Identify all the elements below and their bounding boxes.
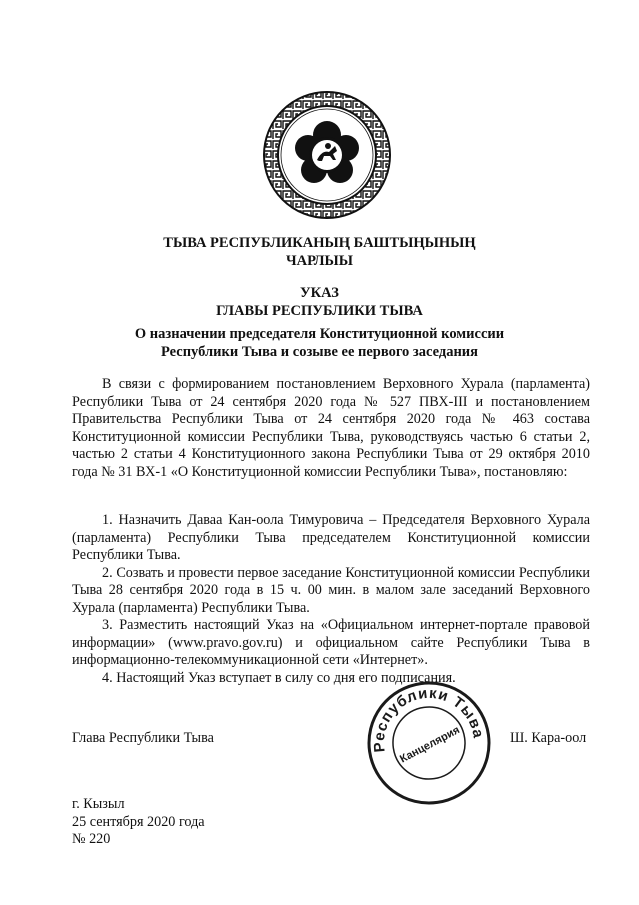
signer-name: Ш. Кара-оол (510, 730, 587, 746)
decree-item-2: 2. Созвать и провести первое заседание Конституционной комиссии Республики Тыва 28 сентября 2020 года в 15 ч. 00 мин. в малом зале заседаний Верховного Хурала (парламента) Республики Тыва. (72, 564, 590, 616)
decree-footer (72, 796, 205, 849)
signer-position: Глава Республики Тыва (72, 730, 214, 746)
decree-title (0, 284, 639, 320)
issuer: ГЛАВЫ РЕСПУБЛИКИ ТЫВА (216, 303, 423, 319)
date: 25 сентября 2020 года (72, 813, 205, 830)
tyva-emblem-icon (262, 90, 392, 220)
decree-item-1: 1. Назначить Даваа Кан-оола Тимуровича – Председателя Верховного Хурала (парламента) Республики Тыва председателем Конституционной комиссии Республики Тыва. (72, 512, 590, 563)
decree-item-3: 3. Разместить настоящий Указ на «Официальном интернет-портале правовой информации» (www.pravo.gov.ru) и официальном сайте Республики Тыва в информационно-телекоммуникационной сети «Интернет». (72, 617, 590, 668)
subject-line2: Республики Тыва и созыве ее первого заседания (160, 344, 479, 360)
tyva-title-line2: ЧАРЛЫЫ (285, 253, 354, 269)
tyva-title (0, 234, 639, 270)
decree-item-4: 4. Настоящий Указ вступает в силу со дня его подписания. (102, 669, 456, 686)
decree-items (72, 512, 590, 687)
subject-line1: О назначении председателя Конституционной комиссии (134, 326, 505, 342)
tyva-title-line1: ТЫВА РЕСПУБЛИКАНЫҢ БАШТЫҢЫНЫҢ (163, 235, 476, 251)
place: г. Кызыл (72, 796, 125, 812)
office-stamp-icon (366, 680, 492, 806)
decree-subject (0, 325, 639, 361)
stamp-inner-text: Канцелярия (398, 724, 462, 766)
decree-number: № 220 (72, 831, 111, 847)
stamp-outer-text: Республики Тыва (370, 684, 487, 753)
preamble (72, 376, 590, 481)
preamble-text: В связи с формированием постановлением Верховного Хурала (парламента) Республики Тыва от 24 сентября 2020 года № 527 ПВХ-III и постановлением Правительства Республики Тыва от 24 сентября 2020 года № 463 состава Конституционной комиссии Республики Тыва, руководствуясь частью 6 статьи 2, частью 2 статьи 4 Конституционного закона Республики Тыва от 29 октября 2010 года № 31 ВХ-1 «О Конституционной комиссии Республики Тыва», постановляю: (72, 376, 590, 480)
doc-type: УКАЗ (300, 285, 339, 301)
